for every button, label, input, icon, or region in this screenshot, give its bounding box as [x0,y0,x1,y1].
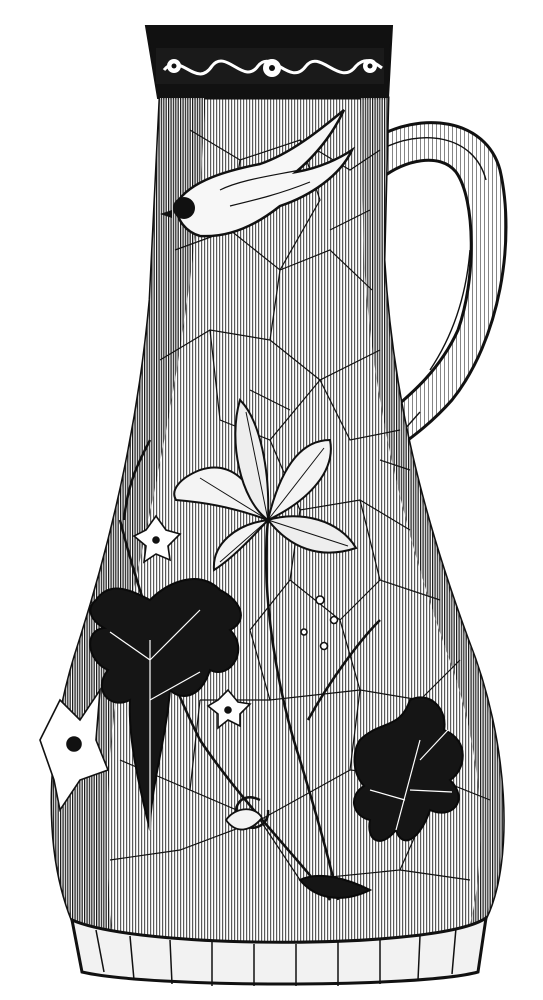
rim-band [146,26,392,98]
pitcher-icon [52,98,503,986]
